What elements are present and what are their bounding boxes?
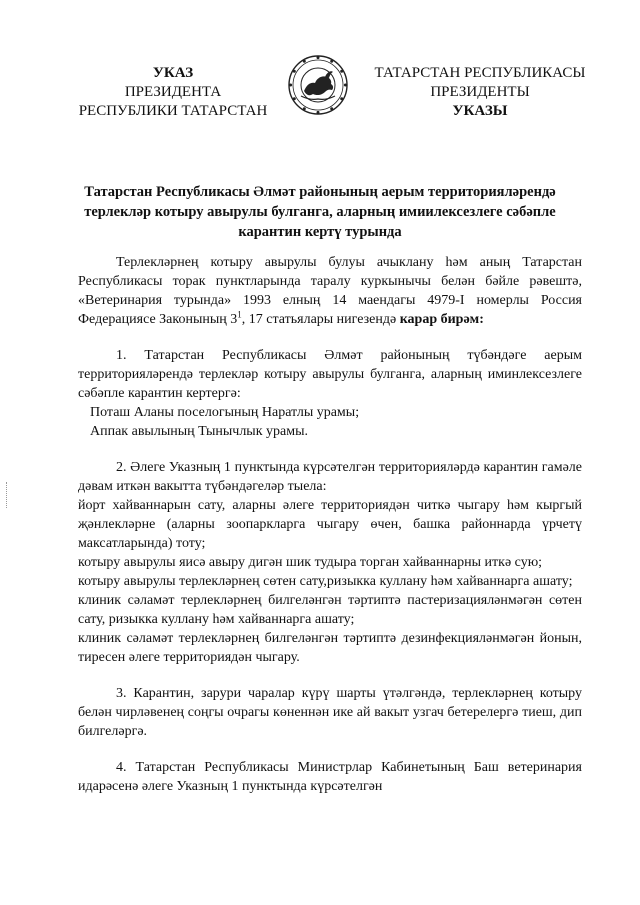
item-4: 4. Татарстан Республикасы Министрлар Кабинетының Баш ветеринария идарәсенә әлеге Указның 1 пунктында күрсәтелгән [78, 760, 582, 794]
item-2-sub-1: йорт хайваннарын сату, аларны әлеге территориядән читкә чыгару һәм кыргый җәнлекләрне (аларны зоопаркларга чыгару өчен, башка районнарда үрчетү максатларында) тоту; [78, 498, 582, 551]
header-left-line2: ПРЕЗИДЕНТА [124, 84, 222, 100]
decree-body [78, 253, 582, 796]
item-2-sub-3: котыру авырулы терлекләрнең сөтен сату,ризыкка куллану һәм хайваннарга ашату; [78, 574, 573, 589]
item-2-sub-4: клиник сәламәт терлекләрнең билгеләнгән тәртиптә пастеризацияләнмәгән сөтен сату, ризыкка куллану һәм хайваннарга ашату; [78, 593, 582, 627]
preamble-paragraph [78, 253, 582, 329]
header-right-line3: УКАЗЫ [452, 103, 508, 119]
title-line3: карантин кертү турында [238, 224, 402, 240]
header-right-tatar [362, 64, 598, 121]
item-1-sub-2: Аппак авылының Тынычлык урамы. [90, 424, 308, 439]
item-2-sub-2: котыру авырулы яисә авыру дигән шик тудыра торган хайваннарны иткә сую; [78, 555, 543, 570]
header-left-line1: УКАЗ [152, 65, 194, 81]
preamble-superscript: 1 [237, 309, 242, 320]
margin-mark [6, 482, 8, 508]
header-left-line3: РЕСПУБЛИКИ ТАТАРСТАН [78, 103, 268, 119]
preamble-resolution: карар бирәм: [399, 312, 484, 327]
preamble-text-2: , 17 статьялары нигезендә [241, 312, 400, 327]
header-right-line2: ПРЕЗИДЕНТЫ [430, 84, 530, 100]
header-left-russian [78, 64, 268, 121]
header-right-line1: ТАТАРСТАН РЕСПУБЛИКАСЫ [374, 65, 586, 81]
title-line1: Татарстан Республикасы Әлмәт районының аерым территорияләрендә [84, 184, 556, 200]
item-2: 2. Әлеге Указның 1 пунктында күрсәтелгән территорияләрдә карантин гамәле дәвам иткән вакытта түбәндәгеләр тыела: [78, 460, 582, 494]
decree-title [60, 182, 580, 242]
preamble-text: Терлекләрнең котыру авырулы булуы ачыклану һәм аның Татарстан Республикасы торак пунктларында таралу куркынычы белән бәйле рәвештә, «Ветеринария турында» 1993 елның 14 маендагы 4979-I номерлы Россия Федерациясе Законының 3 [78, 255, 582, 327]
item-1: 1. Татарстан Республикасы Әлмәт районының түбәндәге аерым территорияләрендә терлекләр котыру авырулы булганга, аларның иминлексезлеге сәбәпле карантин кертергә: [78, 348, 582, 401]
title-line2: терлекләр котыру авырулы булганга, аларның имиилексезлеге сәбәпле [84, 204, 556, 220]
item-1-sub-1: Поташ Аланы поселогының Наратлы урамы; [90, 405, 360, 420]
item-3: 3. Карантин, зарури чаралар күрү шарты үтәлгәндә, терлекләрнең котыру белән чирләвенең соңгы очрагы көненнән ике ай вакыт узгач бетерелергә тиеш, дип билгеләргә. [78, 686, 582, 739]
item-2-sub-5: клиник сәламәт терлекләрнең билгеләнгән тәртиптә дезинфекцияләнмәгән йонын, тиресен әлеге территориядән чыгару. [78, 631, 582, 665]
coat-of-arms-icon [287, 54, 349, 116]
